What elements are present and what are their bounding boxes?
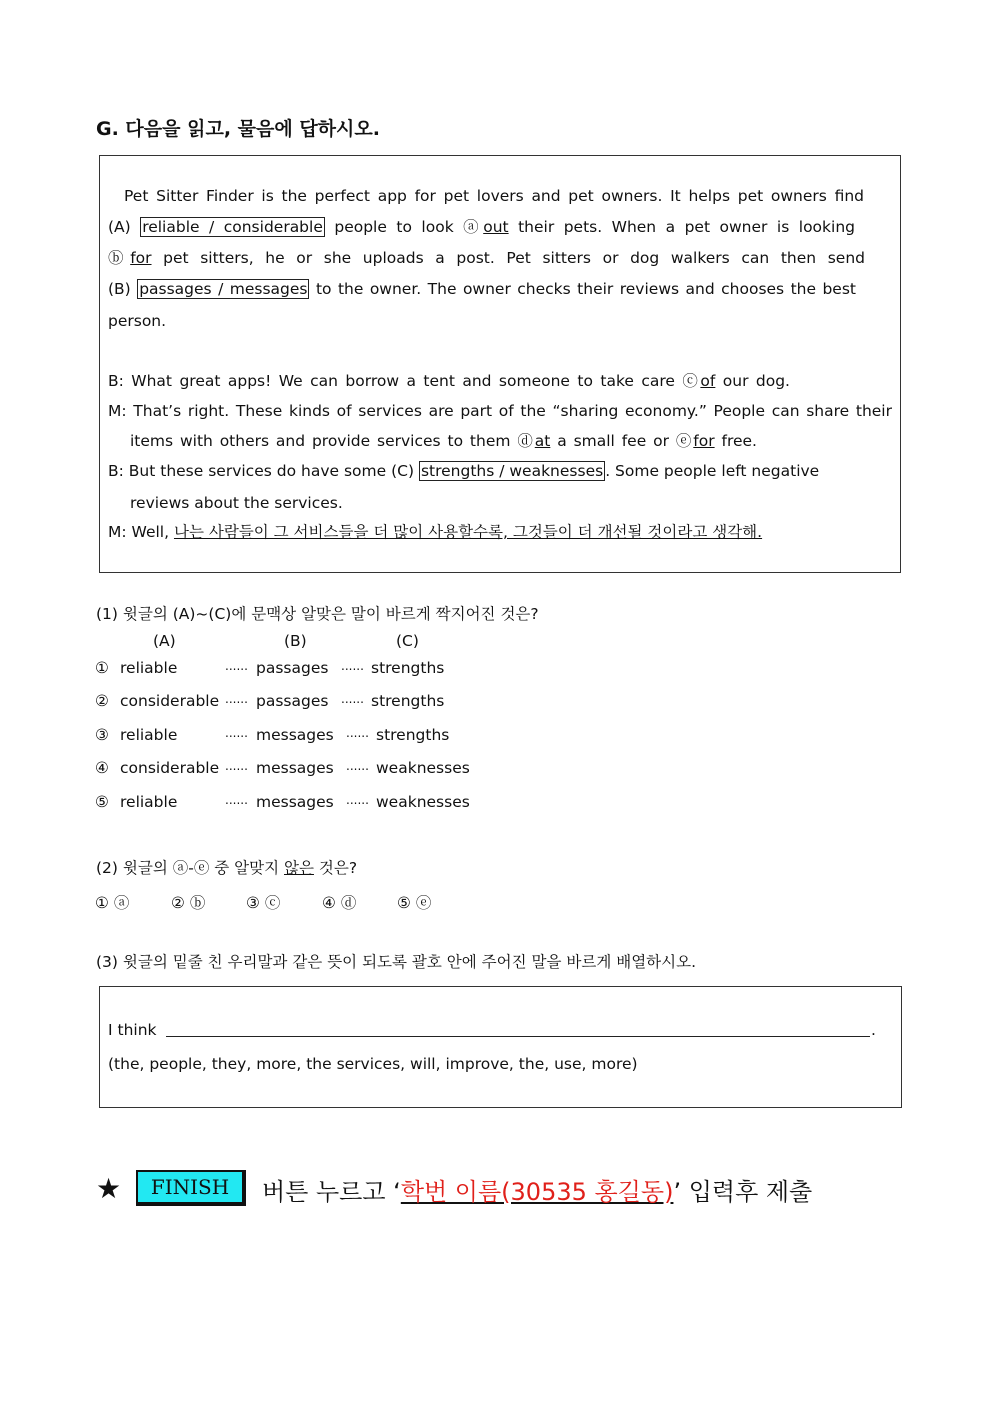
option-b: messages [256, 759, 334, 777]
dots: ...... [346, 793, 369, 807]
passage-line-2: (A) reliable / considerable people to look ⓐout their pets. When a pet owner is looking [108, 218, 855, 236]
option-a: reliable [120, 726, 178, 744]
q2-choice-2[interactable]: ② ⓑ [171, 894, 206, 912]
option-b: messages [256, 726, 334, 744]
option-b: passages [256, 692, 329, 710]
column-header-b: (B) [284, 632, 307, 650]
dots: ...... [225, 793, 248, 807]
marker-d: ⓓ [517, 432, 535, 450]
marker-e: ⓔ [675, 432, 694, 450]
option-b: messages [256, 793, 334, 811]
option-a: reliable [120, 793, 178, 811]
dots: ...... [341, 692, 364, 706]
passage-line-4: (B) passages / messages to the owner. The owner checks their reviews and chooses the best [108, 280, 856, 298]
passage-line-5: person. [108, 312, 167, 330]
marker-c: ⓒ [682, 372, 701, 390]
answer-period: . [871, 1021, 876, 1039]
option-a: reliable [120, 659, 178, 677]
option-b: passages [256, 659, 329, 677]
dots: ...... [225, 726, 248, 740]
dots: ...... [225, 759, 248, 773]
section-heading: G. 다음을 읽고, 물음에 답하시오. [96, 118, 380, 140]
option-a: considerable [120, 759, 220, 777]
q2-choice-5[interactable]: ⑤ ⓔ [397, 894, 432, 912]
choice-box-a: reliable / considerable [142, 218, 323, 236]
dialogue-line-6: M: Well, 나는 사람들이 그 서비스들을 더 많이 사용할수록, 그것들이 더 개선될 것이라고 생각해. [108, 523, 763, 541]
option-c: weaknesses [376, 759, 470, 777]
q2-choice-3[interactable]: ③ ⓒ [246, 894, 281, 912]
option-number: ③ [95, 726, 109, 744]
answer-blank[interactable] [166, 1036, 870, 1037]
option-number: ② [95, 692, 109, 710]
word-b: for [130, 249, 152, 267]
column-header-c: (C) [396, 632, 419, 650]
answer-box [99, 986, 902, 1108]
option-number: ④ [95, 759, 109, 777]
option-c: strengths [376, 726, 450, 744]
question-3: (3) 윗글의 밑줄 친 우리말과 같은 뜻이 되도록 괄호 안에 주어진 말을 바르게 배열하시오. [96, 953, 697, 971]
submit-instruction: 버튼 누르고 ‘학번 이름(30535 홍길동)’ 입력후 제출 [262, 1178, 813, 1206]
q2-choice-4[interactable]: ④ ⓓ [322, 894, 357, 912]
column-header-a: (A) [153, 632, 176, 650]
dots: ...... [341, 659, 364, 673]
word-bank: (the, people, they, more, the services, will, improve, the, use, more) [108, 1055, 638, 1073]
passage-line-3: ⓑfor pet sitters, he or she uploads a post. Pet sitters or dog walkers can then send [108, 249, 865, 267]
option-number: ① [95, 659, 109, 677]
finish-button[interactable]: FINISH [136, 1170, 246, 1206]
korean-underlined-sentence: 나는 사람들이 그 서비스들을 더 많이 사용할수록, 그것들이 더 개선될 것이라고 생각해. [173, 523, 763, 541]
star-icon: ★ [96, 1172, 122, 1205]
dots: ...... [346, 726, 369, 740]
question-1: (1) 윗글의 (A)~(C)에 문맥상 알맞은 말이 바르게 짝지어진 것은? [96, 605, 539, 623]
option-a: considerable [120, 692, 220, 710]
option-c: weaknesses [376, 793, 470, 811]
word-e: for [693, 432, 715, 450]
word-d: at [534, 432, 551, 450]
word-a: out [483, 218, 509, 236]
passage-line-1: Pet Sitter Finder is the perfect app for pet lovers and pet owners. It helps pet owners find [124, 187, 864, 205]
q2-choice-1[interactable]: ① ⓐ [95, 894, 130, 912]
choice-box-b: passages / messages [139, 280, 308, 298]
word-c: of [700, 372, 716, 390]
dialogue-line-4: B: But these services do have some (C) strengths / weaknesses . Some people left negative [108, 462, 820, 480]
option-number: ⑤ [95, 793, 109, 811]
choice-box-c: strengths / weaknesses [420, 462, 604, 480]
dots: ...... [346, 759, 369, 773]
dots: ...... [225, 692, 248, 706]
dialogue-line-3: items with others and provide services to them ⓓat a small fee or ⓔfor free. [130, 432, 757, 450]
marker-a: ⓐ [463, 218, 484, 236]
dialogue-line-5: reviews about the services. [130, 494, 343, 512]
dialogue-line-2: M: That’s right. These kinds of services are part of the “sharing economy.” People can share their [108, 402, 892, 420]
dots: ...... [225, 659, 248, 673]
question-2: (2) 윗글의 ⓐ-ⓔ 중 알맞지 않은 것은? [96, 859, 358, 877]
dialogue-line-1: B: What great apps! We can borrow a tent and someone to take care ⓒof our dog. [108, 372, 790, 390]
name-format-example: 학번 이름(30535 홍길동) [400, 1178, 674, 1206]
option-c: strengths [371, 692, 445, 710]
marker-b: ⓑ [108, 249, 131, 267]
answer-prefix: I think [108, 1021, 157, 1039]
option-c: strengths [371, 659, 445, 677]
